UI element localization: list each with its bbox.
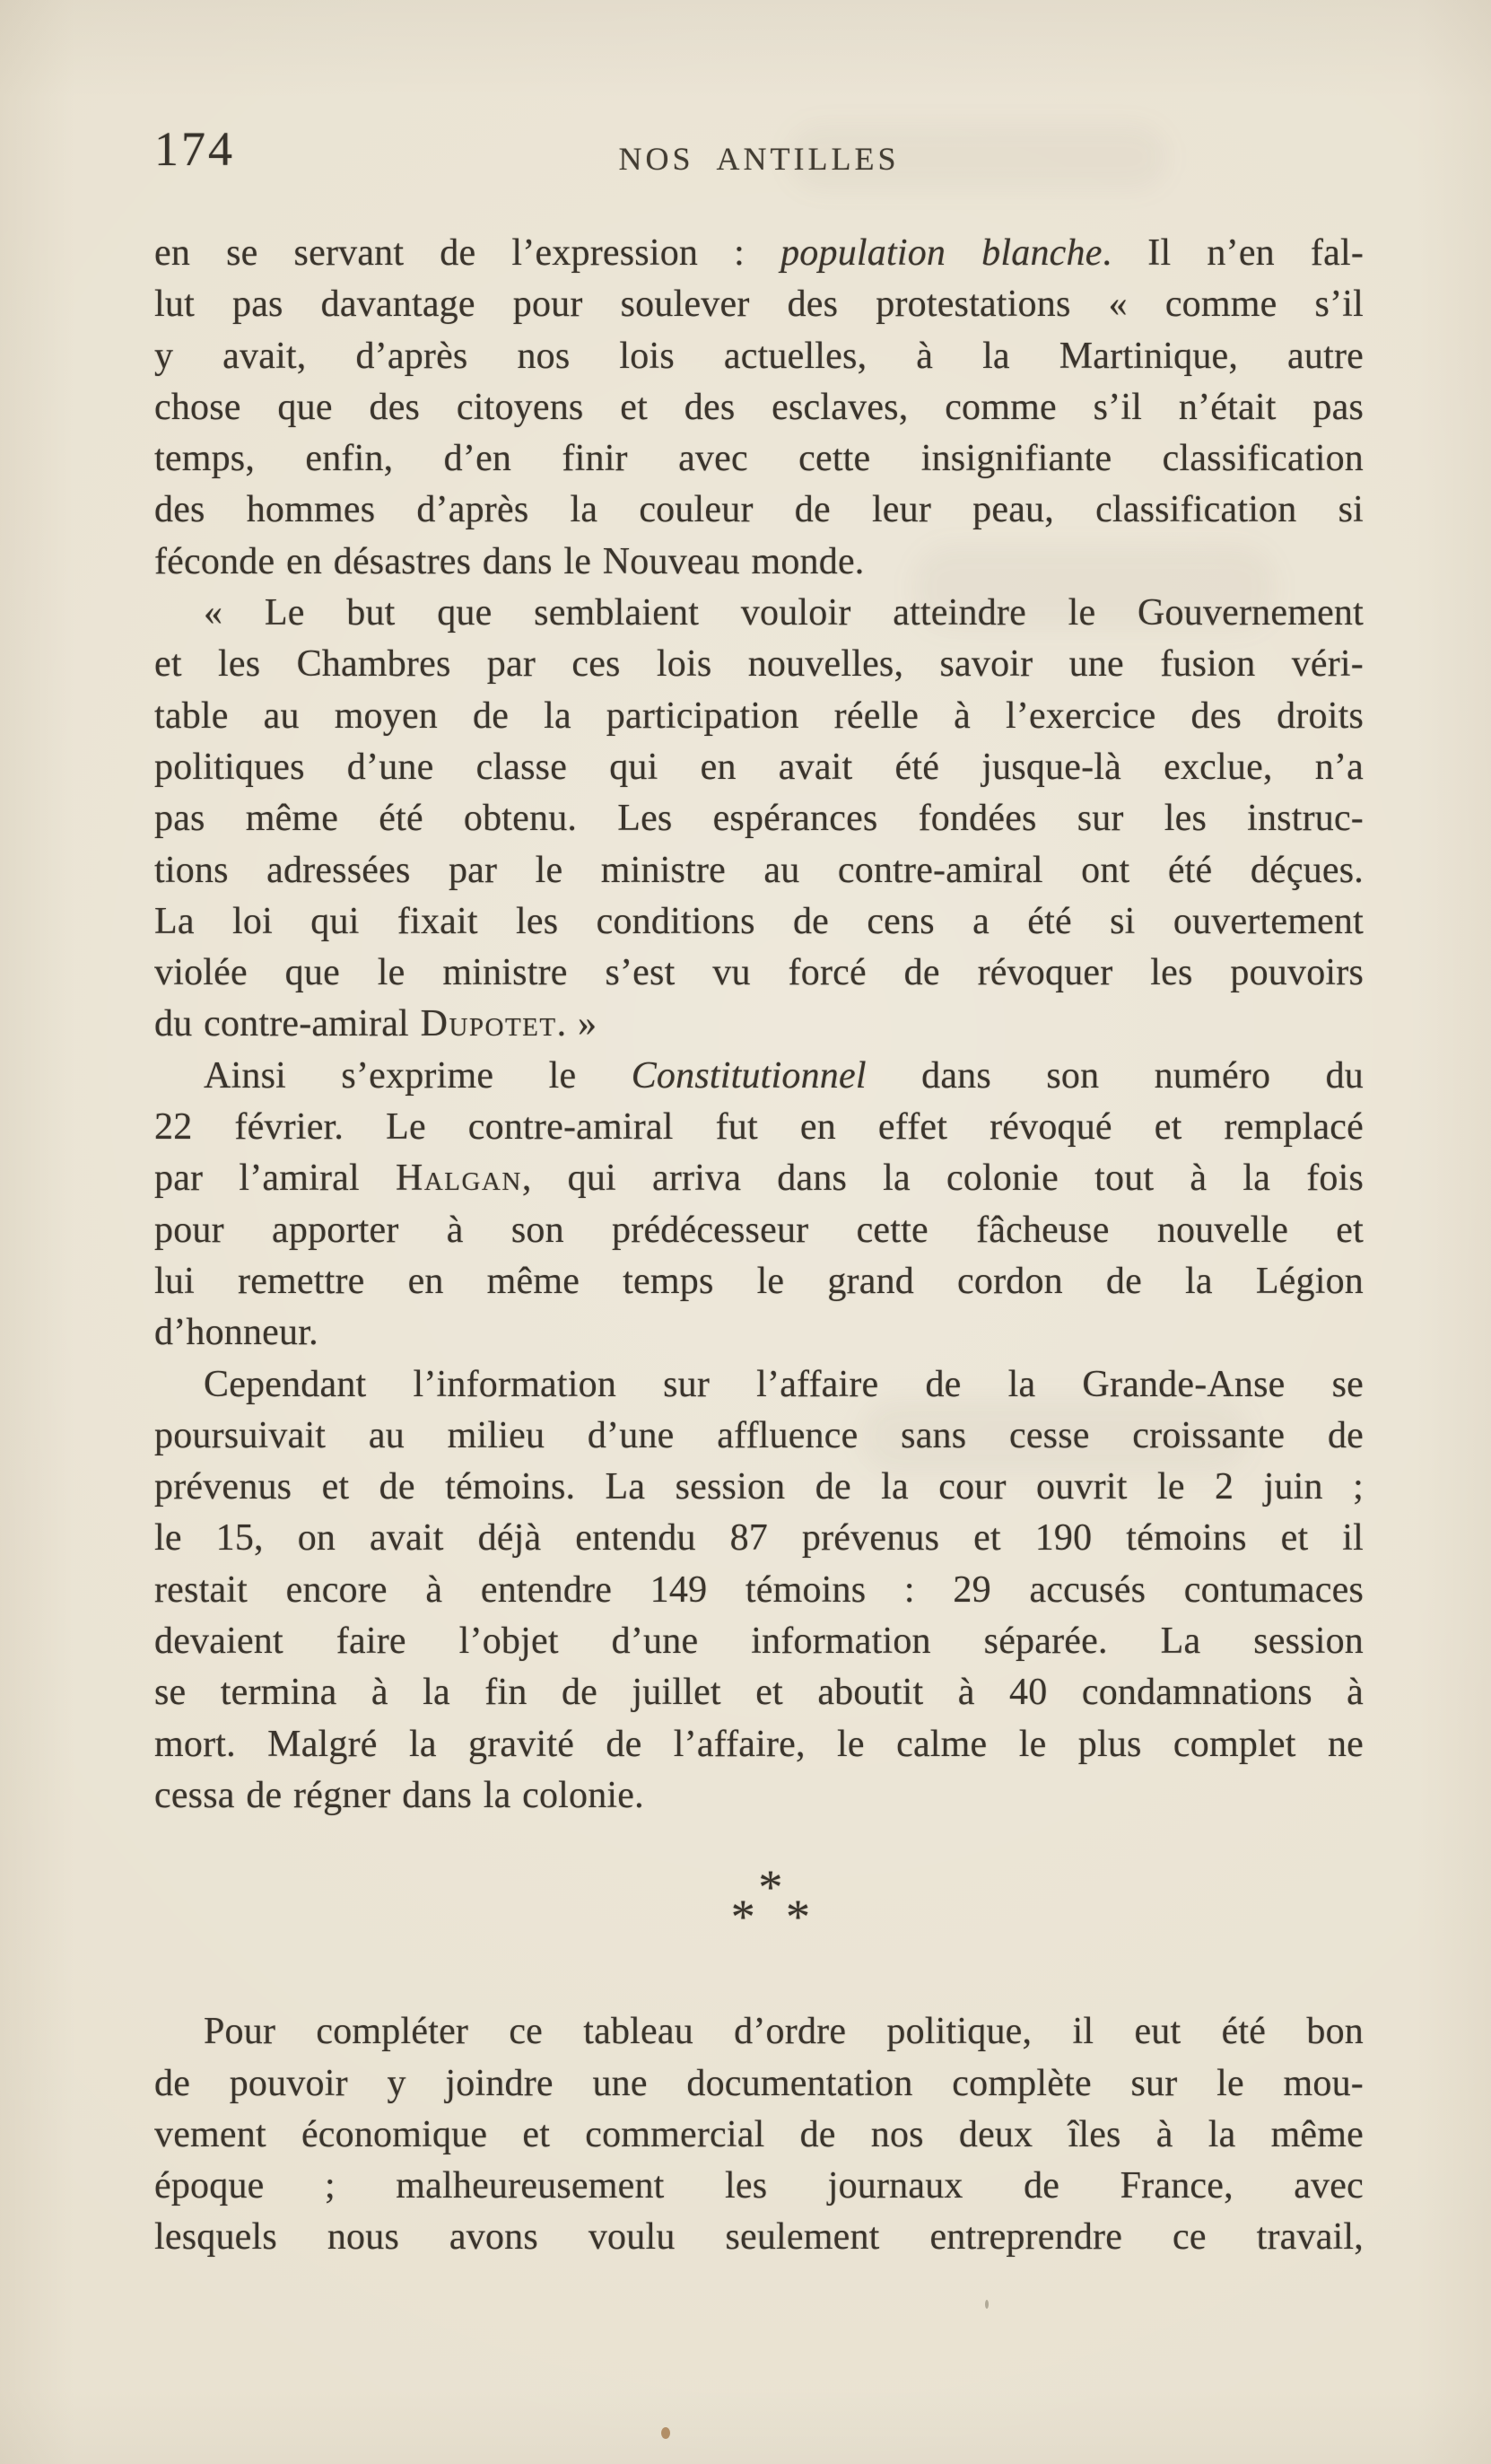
text-segment: du contre-amiral [154, 1003, 421, 1045]
text-segment: . Il n’en fal- [1102, 232, 1364, 274]
text-segment: . » [556, 1003, 597, 1045]
italic-text: Constitutionnel [631, 1054, 867, 1097]
text-line: et les Chambres par ces lois nouvelles, savoir une fusion véri- [154, 643, 1364, 686]
paragraph [154, 1359, 1364, 1822]
text-line: se termina à la fin de juillet et aboutit à 40 condamnations à [154, 1672, 1364, 1714]
paper-speck [387, 616, 391, 621]
text-segment: par l’amiral [154, 1158, 396, 1200]
text-line: pas même été obtenu. Les espérances fondées sur les instruc- [154, 798, 1364, 840]
text-line: prévenus et de témoins. La session de la cour ouvrit le 2 juin ; [154, 1466, 1364, 1508]
text-segment: en se servant de l’expression : [154, 232, 781, 274]
italic-text: population blanche [780, 232, 1103, 274]
text-line: pour apporter à son prédécesseur cette fâcheuse nouvelle et [154, 1209, 1364, 1251]
text-line: 22 février. Le contre-amiral fut en effet révoqué et remplacé [154, 1106, 1364, 1149]
text-line: La loi qui fixait les conditions de cens a été si ouvertement [154, 900, 1364, 942]
page-text [154, 228, 1364, 2264]
paragraph [154, 2006, 1364, 2263]
text-segment: , qui arriva dans la colonie tout à la fois [521, 1158, 1364, 1200]
text-line [154, 228, 1364, 279]
text-line: lui remettre en même temps le grand cordon de la Légion [154, 1260, 1364, 1302]
page-number: 174 [154, 122, 235, 176]
text-line: époque ; malheureusement les journaux de France, avec [154, 2165, 1364, 2207]
text-line: lut pas davantage pour soulever des protestations « comme s’il [154, 284, 1364, 326]
text-line: y avait, d’après nos lois actuelles, à la Martinique, autre [154, 335, 1364, 377]
asterism-divider [166, 1860, 1375, 1944]
text-line: Pour compléter ce tableau d’ordre politique, il eut été bon [204, 2011, 1364, 2053]
asterism-bottom-stars [166, 1890, 1375, 1944]
text-line: féconde en désastres dans le Nouveau monde. [154, 540, 865, 582]
text-line: restait encore à entendre 149 témoins : 29 accusés contumaces [154, 1568, 1364, 1611]
text-line [154, 999, 1364, 1050]
text-line: vement économique et commercial de nos deux îles à la même [154, 2113, 1364, 2155]
text-line: table au moyen de la participation réelle à l’exercice des droits [154, 695, 1364, 737]
text-line: chose que des citoyens et des esclaves, comme s’il n’était pas [154, 386, 1364, 428]
text-line: Cependant l’information sur l’affaire de la Grande-Anse se [204, 1363, 1364, 1405]
small-caps-name: Halgan [396, 1158, 522, 1200]
text-segment: dans son numéro du [866, 1054, 1364, 1097]
text-line: violée que le ministre s’est vu forcé de révoquer les pouvoirs [154, 952, 1364, 994]
text-line [154, 1153, 1364, 1204]
text-line: devaient faire l’objet d’une information séparée. La session [154, 1621, 1364, 1663]
paragraph [154, 228, 1364, 588]
paper-speck [985, 2300, 989, 2309]
asterisk-icon: * [786, 1890, 811, 1944]
text-line: poursuivait au milieu d’une affluence sans cesse croissante de [154, 1414, 1364, 1456]
text-line: cessa de régner dans la colonie. [154, 1774, 644, 1816]
text-line: d’honneur. [154, 1312, 318, 1354]
text-line: « Le but que semblaient vouloir atteindre le Gouvernement [204, 592, 1364, 634]
paragraph [154, 588, 1364, 1051]
asterisk-icon: * [730, 1890, 755, 1944]
text-line: mort. Malgré la gravité de l’affaire, le calme le plus complet ne [154, 1723, 1364, 1765]
text-line [154, 1051, 1364, 1102]
running-title: NOS ANTILLES [618, 141, 900, 177]
text-line: tions adressées par le ministre au contre-amiral ont été déçues. [154, 849, 1364, 891]
asterism-top-star: * [758, 1860, 783, 1915]
text-line: temps, enfin, d’en finir avec cette insignifiante classification [154, 438, 1364, 480]
text-segment: Ainsi s’exprime le [204, 1054, 632, 1097]
text-line: politiques d’une classe qui en avait été jusque-là exclue, n’a [154, 746, 1364, 788]
small-caps-name: Dupotet [420, 1003, 557, 1045]
paragraph [154, 1051, 1364, 1359]
text-line: lesquels nous avons voulu seulement entreprendre ce travail, [154, 2216, 1364, 2259]
text-line: de pouvoir y joindre une documentation complète sur le mou- [154, 2062, 1364, 2104]
text-line: des hommes d’après la couleur de leur peau, classification si [154, 489, 1364, 531]
paper-speck [661, 2427, 670, 2439]
text-line: le 15, on avait déjà entendu 87 prévenus et 190 témoins et il [154, 1517, 1364, 1560]
